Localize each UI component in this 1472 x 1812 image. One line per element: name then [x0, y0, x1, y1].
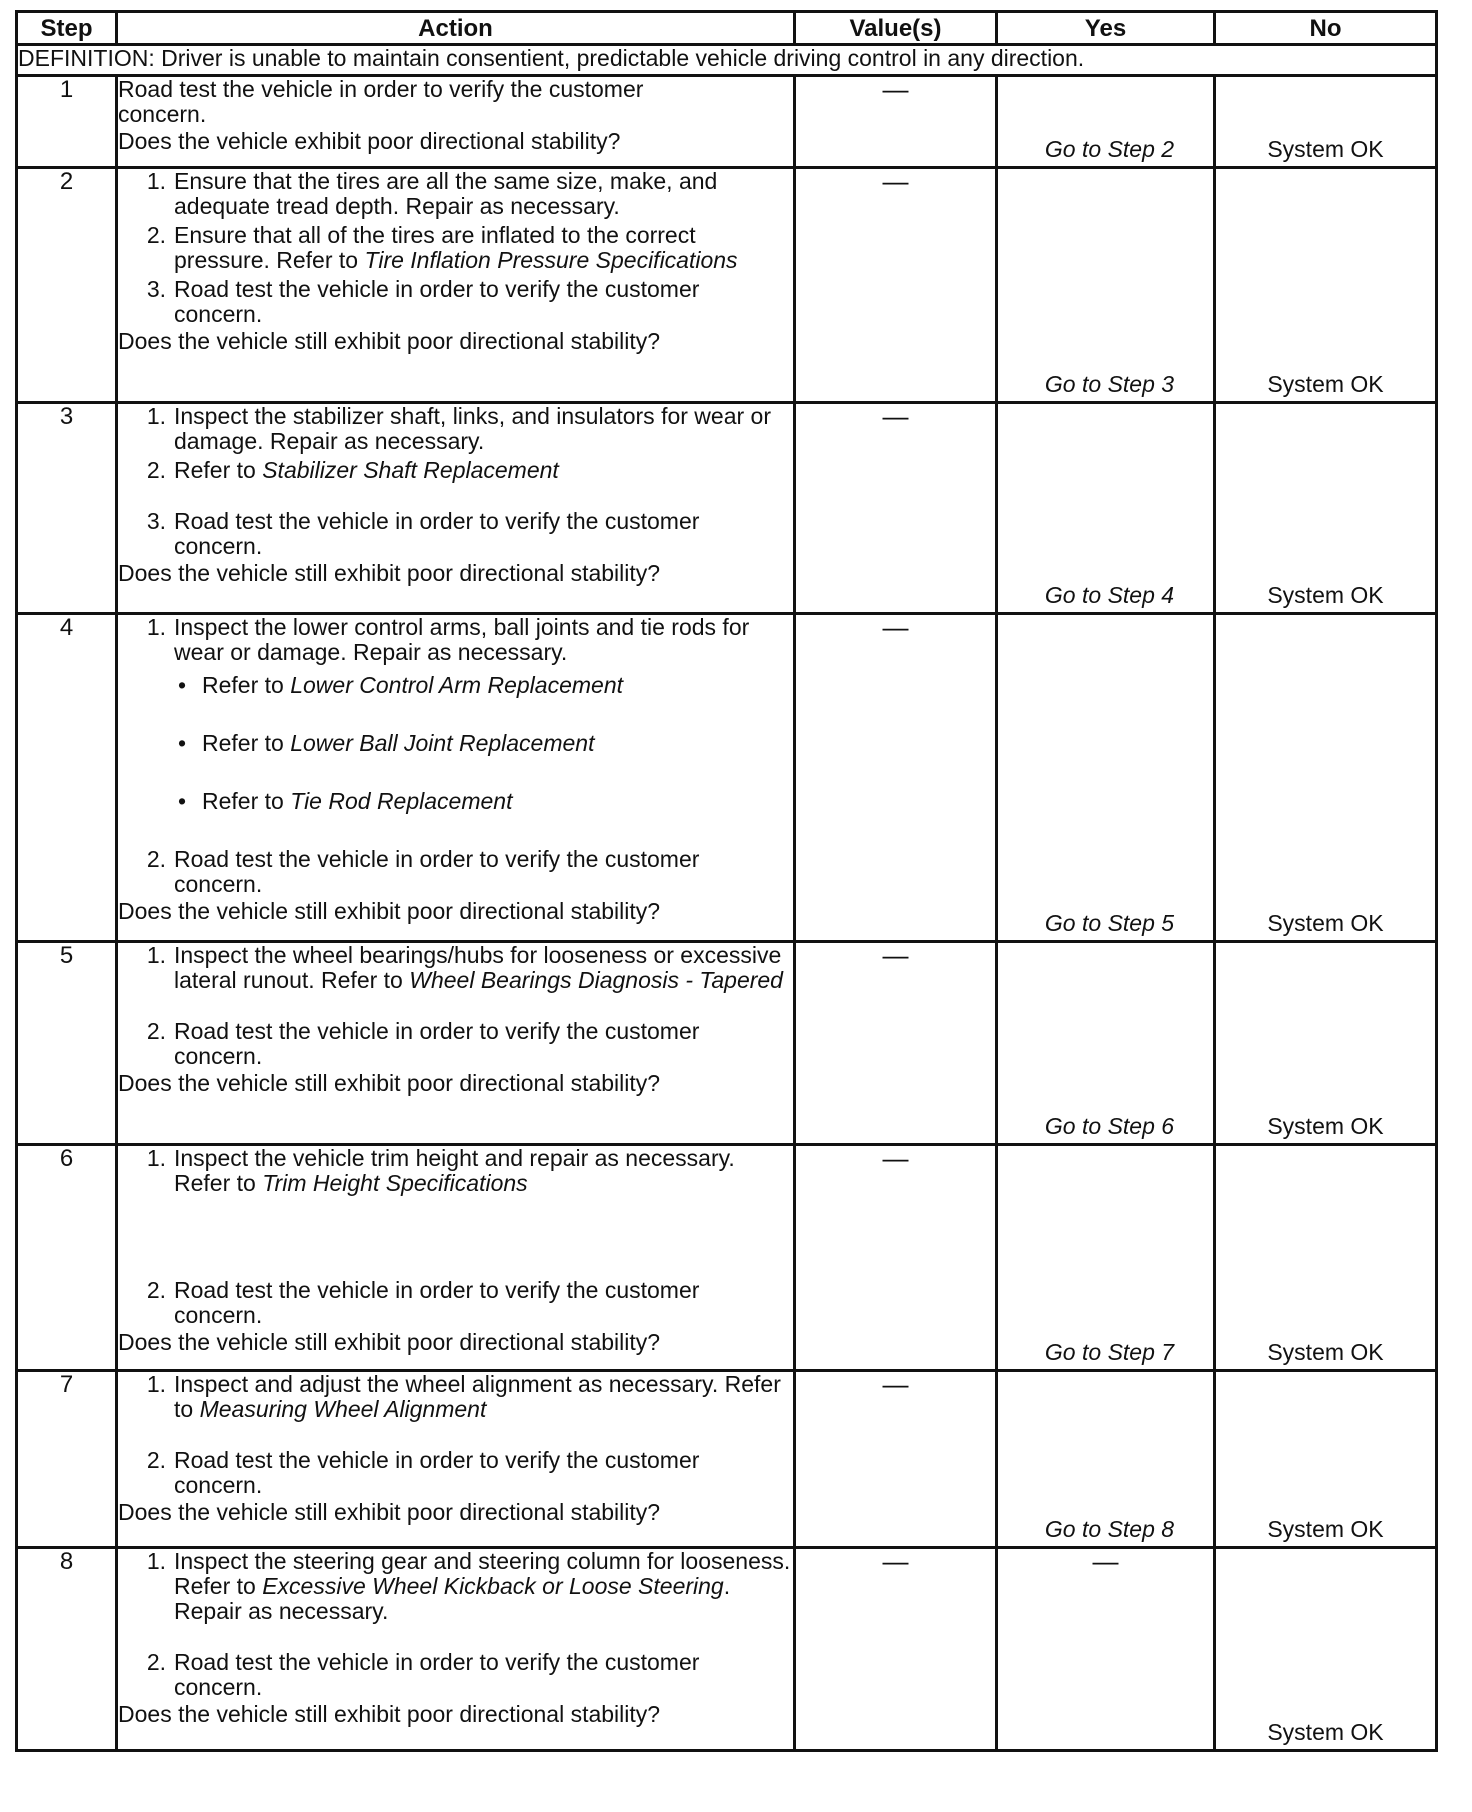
- list-item: 2. Road test the vehicle in order to verify the customer concern.: [146, 1018, 700, 1069]
- step-yes: —: [997, 1548, 1215, 1751]
- yes-link[interactable]: Go to Step 4: [1044, 582, 1175, 608]
- action-question: Does the vehicle still exhibit poor directional stability?: [118, 898, 661, 924]
- action-question: Does the vehicle still exhibit poor directional stability?: [118, 328, 661, 354]
- step-row-8: [17, 1548, 1437, 1751]
- ref-link[interactable]: Measuring Wheel Alignment: [199, 1396, 487, 1422]
- action-question: Does the vehicle still exhibit poor directional stability?: [118, 1701, 661, 1727]
- yes-link[interactable]: Go to Step 8: [1044, 1516, 1175, 1542]
- yes-link[interactable]: Go to Step 6: [1044, 1113, 1175, 1139]
- action-question: Does the vehicle still exhibit poor directional stability?: [118, 1070, 661, 1096]
- step-action: [117, 1145, 795, 1371]
- step-value: —: [795, 1145, 997, 1371]
- step-no: [1215, 1145, 1437, 1371]
- list-item: 2. Road test the vehicle in order to verify the customer concern.: [146, 1447, 700, 1498]
- step-yes: [997, 403, 1215, 614]
- step-value: —: [795, 942, 997, 1145]
- step-value: —: [795, 168, 997, 403]
- yes-link[interactable]: Go to Step 5: [1044, 910, 1175, 936]
- bullet-item: • Refer to Tie Rod Replacement: [178, 788, 513, 814]
- step-action: [117, 942, 795, 1145]
- step-no: [1215, 403, 1437, 614]
- header-values: Value(s): [795, 12, 997, 45]
- header-no: No: [1215, 12, 1437, 45]
- no-result: System OK: [1267, 582, 1384, 608]
- list-item: 1. Inspect the stabilizer shaft, links, and insulators for wear or damage. Repair as necessary.: [146, 403, 772, 454]
- step-row-1: [17, 76, 1437, 168]
- step-value: —: [795, 403, 997, 614]
- header-yes: Yes: [997, 12, 1215, 45]
- header-step: Step: [17, 12, 117, 45]
- no-result: System OK: [1267, 1339, 1384, 1365]
- step-no: [1215, 1371, 1437, 1548]
- no-result: System OK: [1267, 1516, 1384, 1542]
- list-item: 2. Road test the vehicle in order to verify the customer concern.: [146, 846, 700, 897]
- no-result: System OK: [1267, 1719, 1384, 1745]
- list-item: 2. Refer to Stabilizer Shaft Replacement: [146, 457, 559, 483]
- step-no: [1215, 942, 1437, 1145]
- step-yes: [997, 76, 1215, 168]
- list-item: 3. Road test the vehicle in order to verify the customer concern.: [146, 508, 700, 559]
- step-number: 8: [17, 1548, 117, 1751]
- list-item: 2. Road test the vehicle in order to verify the customer concern.: [146, 1277, 700, 1328]
- step-row-4: [17, 614, 1437, 942]
- action-question: Does the vehicle still exhibit poor directional stability?: [118, 1329, 661, 1355]
- definition-text: DEFINITION: Driver is unable to maintain consentient, predictable vehicle driving control in any direction.: [17, 45, 1437, 76]
- yes-link[interactable]: Go to Step 3: [1044, 371, 1175, 397]
- step-no: [1215, 76, 1437, 168]
- list-item: 1. Inspect the lower control arms, ball joints and tie rods for wear or damage. Repair as necessary.: [146, 614, 750, 665]
- step-number: 2: [17, 168, 117, 403]
- step-no: [1215, 168, 1437, 403]
- list-item: 2. Road test the vehicle in order to verify the customer concern.: [146, 1649, 700, 1700]
- step-value: —: [795, 76, 997, 168]
- action-question: Does the vehicle exhibit poor directional stability?: [118, 128, 621, 154]
- step-row-2: [17, 168, 1437, 403]
- step-number: 1: [17, 76, 117, 168]
- bullet-item: • Refer to Lower Ball Joint Replacement: [178, 730, 595, 756]
- step-no: [1215, 614, 1437, 942]
- step-yes: [997, 1371, 1215, 1548]
- step-yes: [997, 614, 1215, 942]
- step-yes: [997, 1145, 1215, 1371]
- step-number: 6: [17, 1145, 117, 1371]
- step-number: 4: [17, 614, 117, 942]
- ref-link[interactable]: Tie Rod Replacement: [290, 788, 513, 814]
- header-row: [17, 12, 1437, 45]
- ref-link[interactable]: Lower Control Arm Replacement: [290, 672, 623, 698]
- action-question: Does the vehicle still exhibit poor directional stability?: [118, 1499, 661, 1525]
- ref-link[interactable]: Lower Ball Joint Replacement: [290, 730, 595, 756]
- step-action: [117, 168, 795, 403]
- bullet-item: • Refer to Lower Control Arm Replacement: [178, 672, 623, 698]
- step-number: 5: [17, 942, 117, 1145]
- yes-link[interactable]: Go to Step 7: [1044, 1339, 1175, 1365]
- step-row-7: [17, 1371, 1437, 1548]
- step-row-5: [17, 942, 1437, 1145]
- step-no: [1215, 1548, 1437, 1751]
- step-action: [117, 614, 795, 942]
- diagnostic-table: [15, 10, 1438, 1752]
- step-yes: [997, 168, 1215, 403]
- action-intro: Road test the vehicle in order to verify the customer concern.: [118, 76, 644, 127]
- list-item: 1. Inspect the vehicle trim height and repair as necessary. Refer to Trim Height Specifications: [146, 1145, 735, 1196]
- step-value: —: [795, 614, 997, 942]
- no-result: System OK: [1267, 136, 1384, 162]
- yes-link[interactable]: Go to Step 2: [1044, 136, 1175, 162]
- ref-link[interactable]: Tire Inflation Pressure Specifications: [364, 247, 738, 273]
- list-item: 2. Ensure that all of the tires are inflated to the correct pressure. Refer to Tire Inflation Pressure Specifications: [146, 222, 738, 273]
- list-item: 1. Ensure that the tires are all the same size, make, and adequate tread depth. Repair as necessary.: [146, 168, 718, 219]
- list-item: 1. Inspect and adjust the wheel alignment as necessary. Refer to Measuring Wheel Alignment: [146, 1371, 781, 1422]
- header-action: Action: [117, 12, 795, 45]
- step-number: 3: [17, 403, 117, 614]
- step-value: —: [795, 1371, 997, 1548]
- step-action: [117, 1371, 795, 1548]
- step-yes: [997, 942, 1215, 1145]
- list-item: 1. Inspect the wheel bearings/hubs for looseness or excessive lateral runout. Refer to Wheel Bearings Diagnosis - Tapered: [146, 942, 783, 993]
- step-value: —: [795, 1548, 997, 1751]
- definition-row: [17, 45, 1437, 76]
- no-result: System OK: [1267, 371, 1384, 397]
- step-action: [117, 1548, 795, 1751]
- step-row-6: [17, 1145, 1437, 1371]
- list-item: 3. Road test the vehicle in order to verify the customer concern.: [146, 276, 700, 327]
- ref-link[interactable]: Trim Height Specifications: [262, 1170, 528, 1196]
- action-question: Does the vehicle still exhibit poor directional stability?: [118, 560, 661, 586]
- step-row-3: [17, 403, 1437, 614]
- no-result: System OK: [1267, 910, 1384, 936]
- step-action: [117, 76, 795, 168]
- ref-link[interactable]: Wheel Bearings Diagnosis - Tapered: [409, 967, 783, 993]
- no-result: System OK: [1267, 1113, 1384, 1139]
- step-number: 7: [17, 1371, 117, 1548]
- ref-link[interactable]: Excessive Wheel Kickback or Loose Steering: [262, 1573, 724, 1599]
- step-action: [117, 403, 795, 614]
- ref-link[interactable]: Stabilizer Shaft Replacement: [262, 457, 559, 483]
- list-item: 1. Inspect the steering gear and steering column for looseness. Refer to Excessive Wheel Kickback or Loose Steering. Repair as necessary.: [146, 1548, 791, 1624]
